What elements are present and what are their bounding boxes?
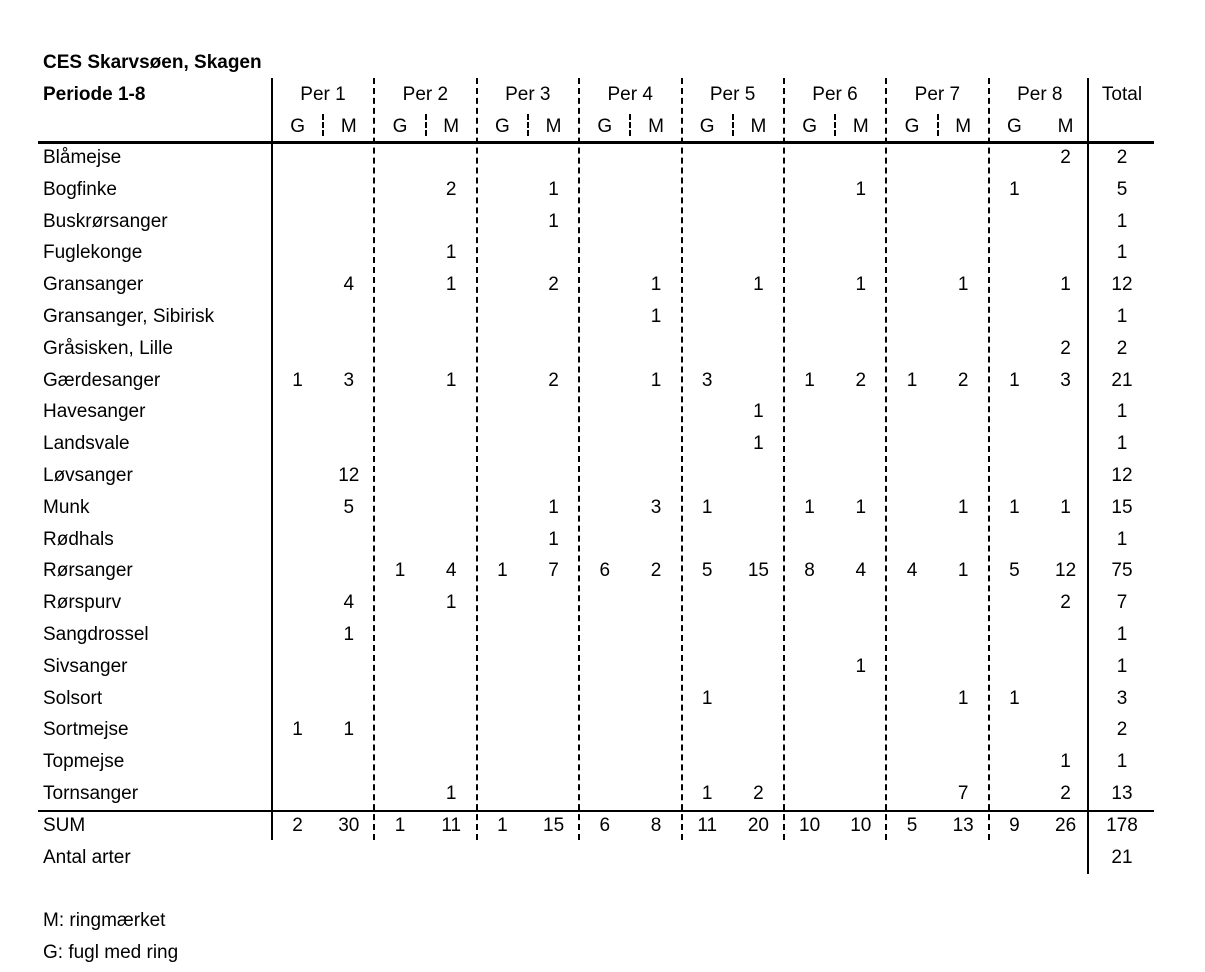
count-cell: 2: [445, 178, 457, 200]
count-cell: 4: [855, 560, 867, 582]
count-cell: 1: [650, 369, 662, 391]
count-cell: 1: [1060, 496, 1071, 518]
subheader-m: M: [750, 116, 767, 137]
count-cell: 3: [1060, 369, 1071, 391]
species-name: Munk: [43, 496, 90, 518]
sum-cell: 20: [747, 814, 769, 836]
species-name: Gærdesanger: [43, 369, 161, 391]
count-cell: 1: [548, 210, 559, 232]
count-cell: 1: [906, 369, 918, 391]
subheader-m: M: [648, 116, 664, 137]
subheader-m: M: [852, 116, 869, 137]
row-total: 1: [1116, 624, 1128, 645]
sum-label: SUM: [43, 814, 86, 836]
count-cell: 2: [548, 274, 559, 296]
subheader-m: M: [955, 116, 972, 137]
species-name: Rørsanger: [43, 560, 133, 582]
period-header: Per 5: [709, 84, 756, 105]
row-total: 15: [1111, 496, 1133, 518]
count-cell: 1: [753, 274, 764, 296]
count-cell: 5: [343, 496, 355, 518]
row-total: 1: [1116, 751, 1128, 773]
count-cell: 12: [1055, 560, 1077, 582]
row-total: 7: [1116, 592, 1128, 614]
count-cell: 1: [855, 178, 867, 200]
period-header: Per 2: [402, 84, 449, 105]
header-rule: [38, 141, 1154, 144]
count-cell: 1: [804, 369, 815, 391]
species-name: Bogfinke: [43, 178, 117, 200]
count-cell: 1: [855, 496, 867, 518]
row-total: 2: [1116, 337, 1128, 359]
subheader-g: G: [597, 116, 613, 137]
period-header: Per 1: [300, 84, 346, 105]
count-cell: 1: [445, 242, 457, 264]
count-cell: 1: [957, 687, 969, 709]
count-cell: 2: [1060, 337, 1071, 359]
count-cell: 2: [1060, 147, 1071, 168]
divider-gm: [425, 114, 427, 136]
count-cell: 1: [1060, 751, 1071, 773]
sum-cell: 9: [1009, 814, 1020, 836]
count-cell: 2: [1060, 592, 1071, 614]
species-name: Rørspurv: [43, 592, 122, 614]
row-total: 12: [1111, 274, 1133, 296]
sum-cell: 1: [497, 814, 508, 836]
count-cell: 4: [343, 592, 355, 614]
row-total: 2: [1116, 147, 1128, 168]
period-header: Per 4: [607, 84, 653, 105]
count-cell: 1: [343, 624, 355, 645]
count-cell: 1: [650, 274, 662, 296]
count-cell: 3: [343, 369, 355, 391]
count-cell: 1: [1009, 369, 1020, 391]
count-cell: 4: [343, 274, 355, 296]
count-cell: 1: [1009, 687, 1020, 709]
count-cell: 1: [650, 306, 662, 327]
count-cell: 1: [1060, 274, 1071, 296]
table-subtitle: Periode 1-8: [43, 84, 146, 105]
count-cell: 1: [957, 560, 969, 582]
sum-total: 178: [1106, 814, 1138, 836]
count-cell: 1: [701, 783, 713, 804]
count-cell: 1: [1009, 496, 1020, 518]
divider-gm: [527, 114, 529, 136]
species-name: Løvsanger: [43, 465, 133, 486]
count-cell: 1: [445, 274, 457, 296]
count-cell: 4: [906, 560, 918, 582]
count-cell: 1: [445, 783, 457, 804]
row-total: 2: [1116, 719, 1128, 741]
sum-cell: 10: [799, 814, 821, 836]
count-cell: 1: [548, 528, 559, 550]
count-cell: 1: [957, 274, 969, 296]
count-cell: 1: [701, 687, 713, 709]
sum-cell: 6: [599, 814, 611, 836]
species-name: Gransanger: [43, 274, 144, 296]
count-cell: 1: [753, 433, 764, 455]
sum-cell: 10: [850, 814, 872, 836]
subheader-g: G: [495, 116, 510, 137]
period-header: Per 6: [812, 84, 858, 105]
count-cell: 1: [701, 496, 713, 518]
species-name: Sortmejse: [43, 719, 129, 741]
count-cell: 8: [804, 560, 815, 582]
count-cell: 1: [445, 592, 457, 614]
sum-cell: 15: [543, 814, 565, 836]
count-cell: 7: [957, 783, 969, 804]
species-count-label: Antal arter: [43, 846, 131, 868]
table-title: CES Skarvsøen, Skagen: [43, 52, 262, 73]
divider-period: [783, 78, 785, 840]
species-name: Landsvale: [43, 433, 130, 455]
subheader-g: G: [699, 116, 715, 137]
species-name: Solsort: [43, 687, 103, 709]
species-name: Blåmejse: [43, 147, 122, 168]
count-cell: 1: [394, 560, 406, 582]
period-header: Per 7: [914, 84, 961, 105]
row-total: 1: [1116, 242, 1128, 264]
sum-cell: 11: [697, 814, 718, 836]
count-cell: 2: [957, 369, 969, 391]
count-cell: 1: [445, 369, 457, 391]
row-total: 1: [1116, 528, 1128, 550]
divider-period: [988, 78, 990, 840]
count-cell: 3: [650, 496, 662, 518]
species-name: Sangdrossel: [43, 624, 149, 645]
subheader-m: M: [1057, 116, 1074, 137]
subheader-g: G: [290, 116, 305, 137]
row-total: 1: [1116, 401, 1128, 423]
count-cell: 6: [599, 560, 611, 582]
divider-period: [578, 78, 580, 840]
count-cell: 2: [855, 369, 867, 391]
subheader-g: G: [904, 116, 920, 137]
row-total: 5: [1116, 178, 1128, 200]
row-total: 1: [1116, 306, 1128, 327]
subheader-g: G: [802, 116, 817, 137]
count-cell: 15: [747, 560, 769, 582]
subheader-m: M: [545, 116, 562, 137]
species-name: Rødhals: [43, 528, 114, 550]
count-cell: 2: [548, 369, 559, 391]
divider-period: [681, 78, 683, 840]
count-cell: 1: [855, 274, 867, 296]
row-total: 3: [1116, 687, 1128, 709]
sum-cell: 30: [338, 814, 360, 836]
count-cell: 4: [445, 560, 457, 582]
row-total: 13: [1111, 783, 1133, 804]
divider-gm: [322, 114, 324, 136]
species-name: Tornsanger: [43, 783, 139, 804]
divider-gm: [732, 114, 734, 136]
species-name: Gransanger, Sibirisk: [43, 306, 215, 327]
divider-gm: [629, 114, 631, 136]
divider-period: [373, 78, 375, 840]
count-cell: 3: [701, 369, 713, 391]
sum-cell: 5: [906, 814, 918, 836]
species-name: Sivsanger: [43, 655, 128, 677]
subheader-m: M: [340, 116, 357, 137]
count-cell: 1: [497, 560, 508, 582]
species-name: Havesanger: [43, 401, 146, 423]
count-cell: 2: [650, 560, 662, 582]
count-cell: 1: [804, 496, 815, 518]
species-name: Topmejse: [43, 751, 125, 773]
sum-rule: [38, 810, 1154, 812]
period-header: Per 8: [1017, 84, 1063, 105]
total-header: Total: [1101, 84, 1143, 105]
count-cell: 1: [957, 496, 969, 518]
count-cell: 12: [338, 465, 360, 486]
count-cell: 1: [292, 369, 303, 391]
divider-species: [271, 78, 273, 840]
count-cell: 2: [753, 783, 764, 804]
count-cell: 2: [1060, 783, 1071, 804]
subheader-g: G: [1007, 116, 1022, 137]
count-cell: 5: [1009, 560, 1020, 582]
divider-gm: [937, 114, 939, 136]
period-header: Per 3: [505, 84, 551, 105]
sum-cell: 2: [292, 814, 303, 836]
row-total: 21: [1111, 369, 1133, 391]
count-cell: 1: [855, 655, 867, 677]
species-count-total: 21: [1111, 846, 1133, 868]
subheader-m: M: [443, 116, 460, 137]
count-cell: 7: [548, 560, 559, 582]
species-name: Fuglekonge: [43, 242, 143, 264]
subheader-g: G: [392, 116, 408, 137]
count-cell: 1: [1009, 178, 1020, 200]
count-cell: 1: [753, 401, 764, 423]
sum-cell: 1: [394, 814, 406, 836]
divider-total: [1087, 78, 1089, 874]
sum-cell: 26: [1055, 814, 1077, 836]
legend-m: M: ringmærket: [43, 910, 166, 931]
count-cell: 1: [292, 719, 303, 741]
sum-cell: 13: [952, 814, 974, 836]
divider-gm: [834, 114, 836, 136]
sum-cell: 8: [650, 814, 662, 836]
row-total: 1: [1116, 655, 1128, 677]
count-cell: 1: [343, 719, 355, 741]
row-total: 75: [1111, 560, 1133, 582]
row-total: 1: [1116, 433, 1128, 455]
divider-period: [885, 78, 887, 840]
legend-g: G: fugl med ring: [43, 942, 179, 963]
count-cell: 5: [701, 560, 713, 582]
sum-cell: 11: [441, 814, 462, 836]
species-name: Gråsisken, Lille: [43, 337, 173, 359]
divider-period: [476, 78, 478, 840]
row-total: 1: [1116, 210, 1128, 232]
species-name: Buskrørsanger: [43, 210, 168, 232]
count-cell: 1: [548, 178, 559, 200]
count-cell: 1: [548, 496, 559, 518]
row-total: 12: [1111, 465, 1133, 486]
